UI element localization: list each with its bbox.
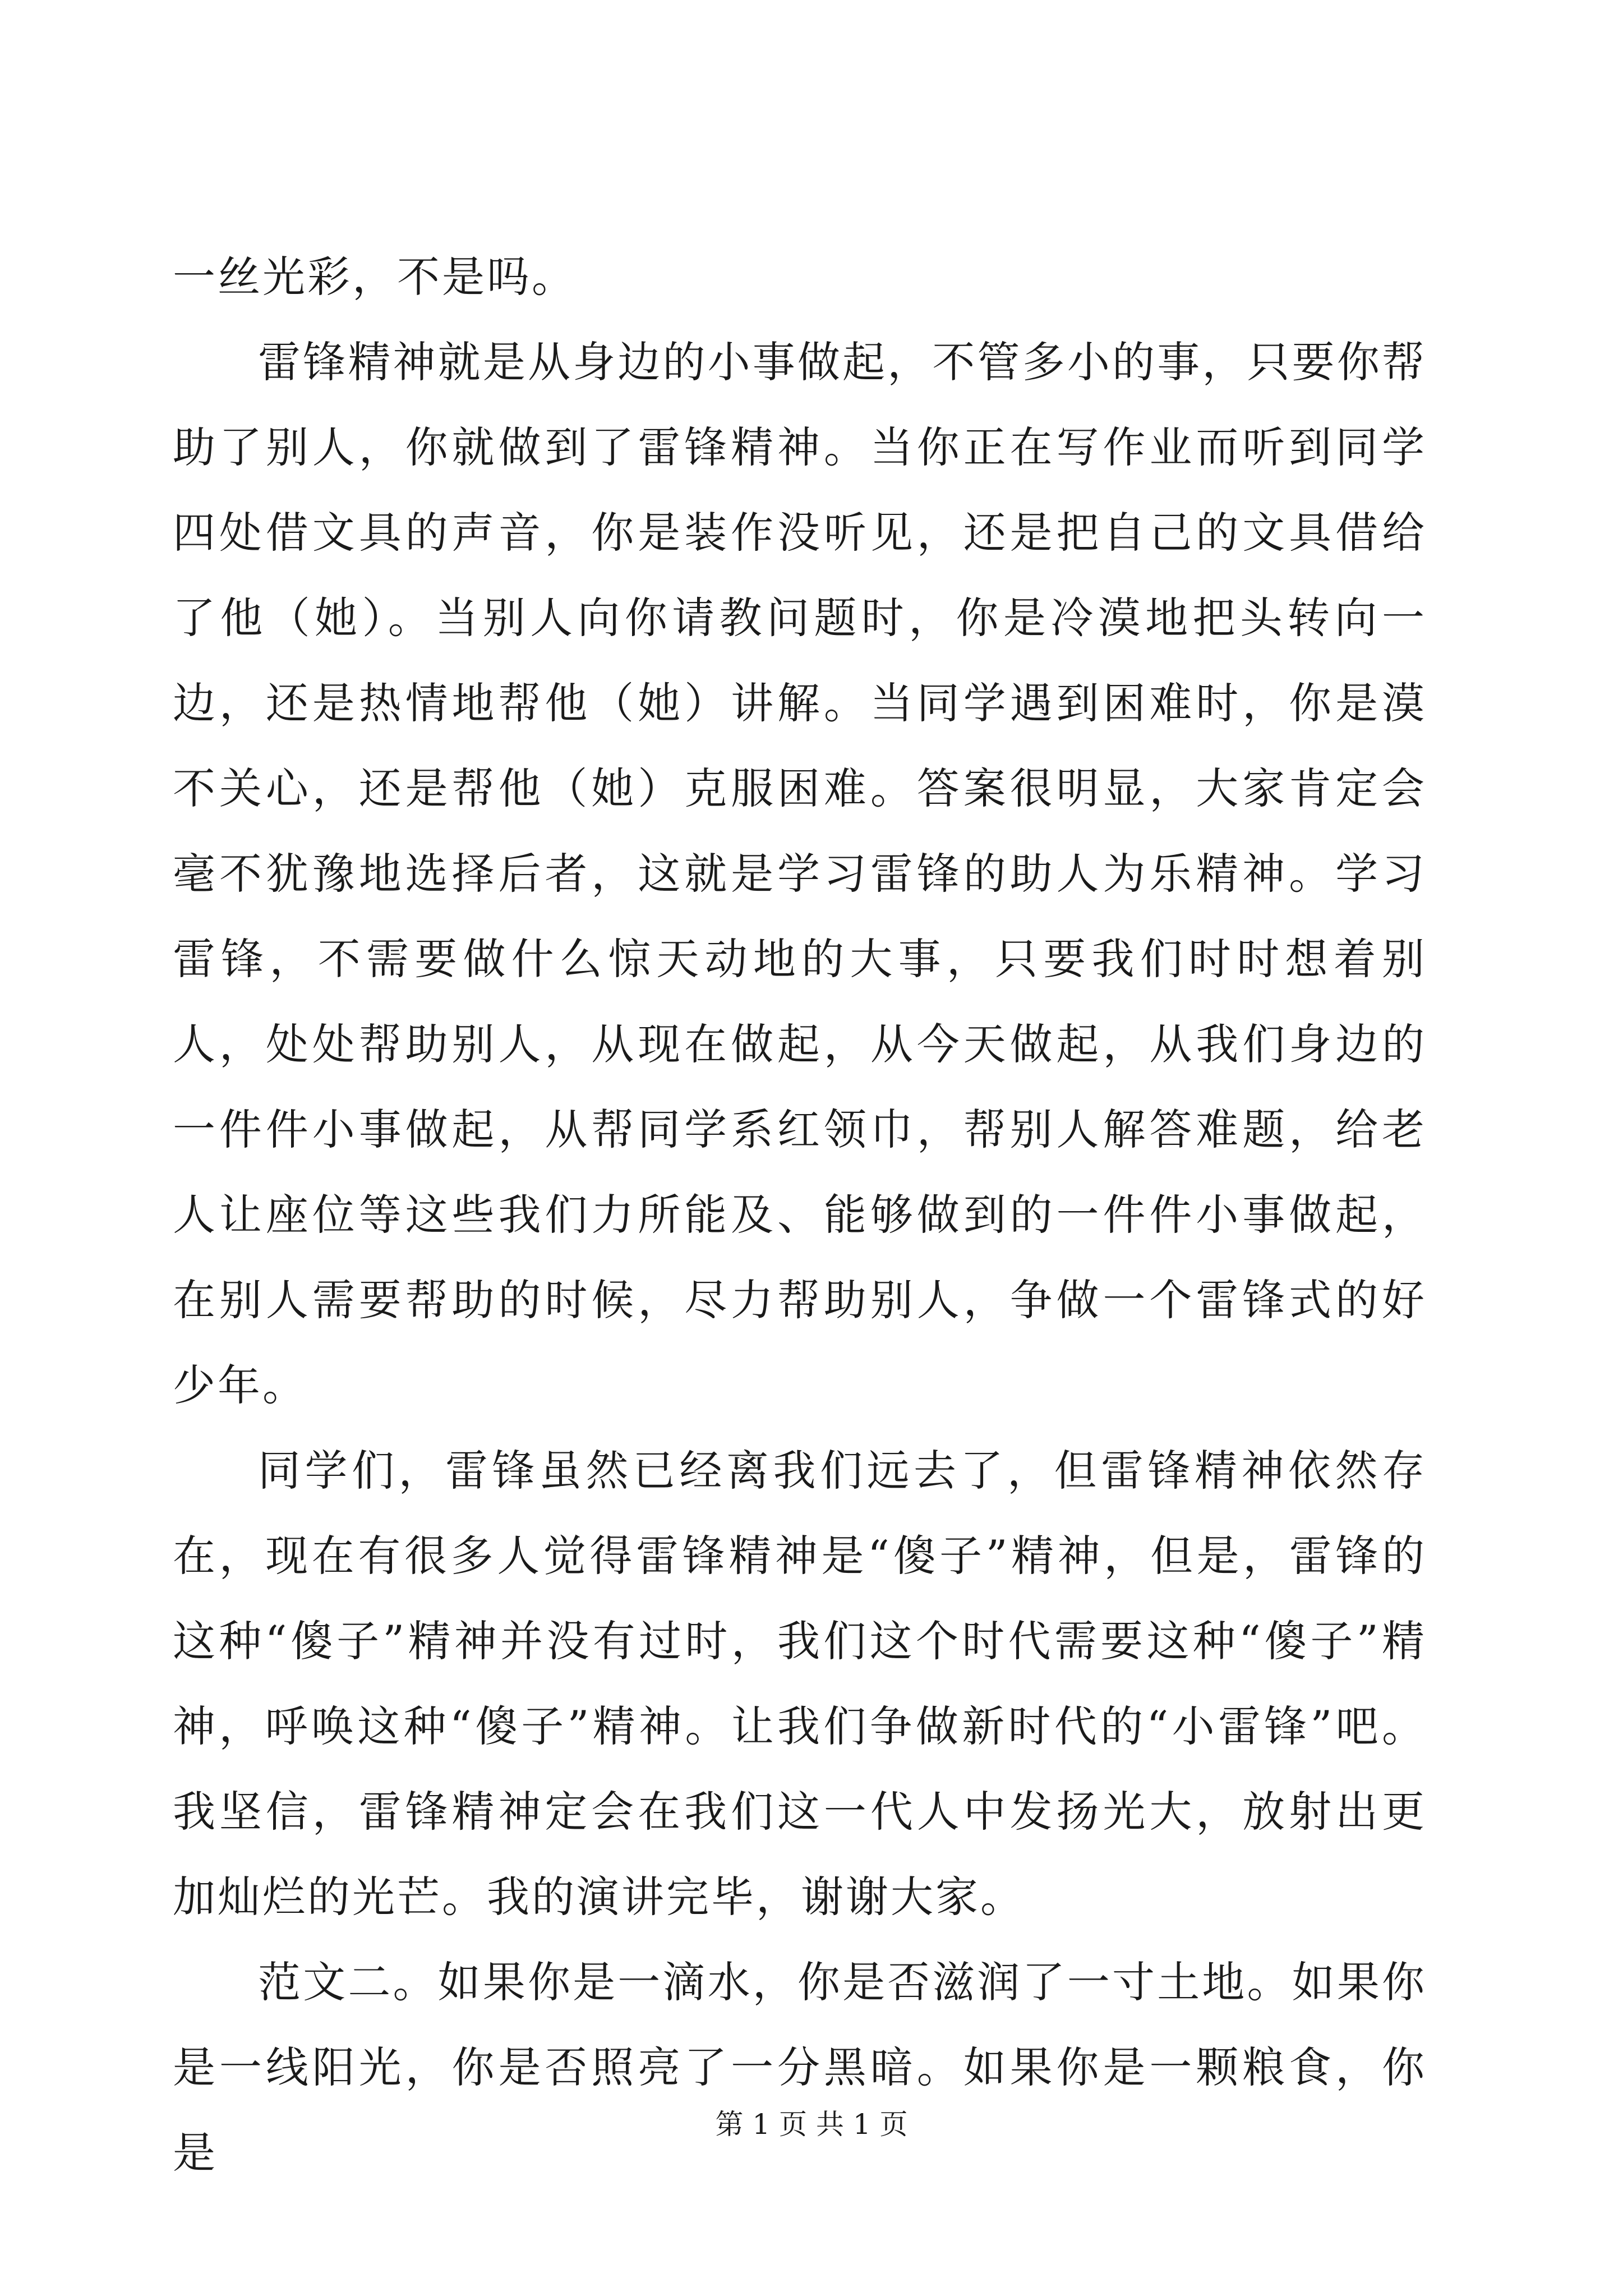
- document-body: [173, 234, 1427, 2196]
- paragraph-classmates: 同学们，雷锋虽然已经离我们远去了，但雷锋精神依然存在，现在有很多人觉得雷锋精神是“傻子”精神，但是，雷锋的这种“傻子”精神并没有过时，我们这个时代需要这种“傻子”精神，呼唤这种“傻子”精神。让我们争做新时代的“小雷锋”吧。我坚信，雷锋精神定会在我们这一代人中发扬光大，放射出更加灿烂的光芒。我的演讲完毕，谢谢大家。: [173, 1446, 1427, 1922]
- paragraph-lei-feng-spirit: 雷锋精神就是从身边的小事做起，不管多小的事，只要你帮助了别人，你就做到了雷锋精神。当你正在写作业而听到同学四处借文具的声音，你是装作没听见，还是把自己的文具借给了他（她）。当别人向你请教问题时，你是冷漠地把头转向一边，还是热情地帮他（她）讲解。当同学遇到困难时，你是漠不关心，还是帮他（她）克服困难。答案很明显，大家肯定会毫不犹豫地选择后者，这就是学习雷锋的助人为乐精神。学习雷锋，不需要做什么惊天动地的大事，只要我们时时想着别人，处处帮助别人，从现在做起，从今天做起，从我们身边的一件件小事做起，从帮同学系红领巾，帮别人解答难题，给老人让座位等这些我们力所能及、能够做到的一件件小事做起，在别人需要帮助的时候，尽力帮助别人，争做一个雷锋式的好少年。: [173, 337, 1427, 1410]
- page-footer: 第 1 页 共 1 页: [715, 2108, 908, 2141]
- paragraph-sample-two: 范文二。如果你是一滴水，你是否滋润了一寸土地。如果你是一线阳光，你是否照亮了一分黑暗。如果你是一颗粮食，你是: [173, 1957, 1427, 2178]
- paragraph-continuation: 一丝光彩，不是吗。: [173, 252, 577, 302]
